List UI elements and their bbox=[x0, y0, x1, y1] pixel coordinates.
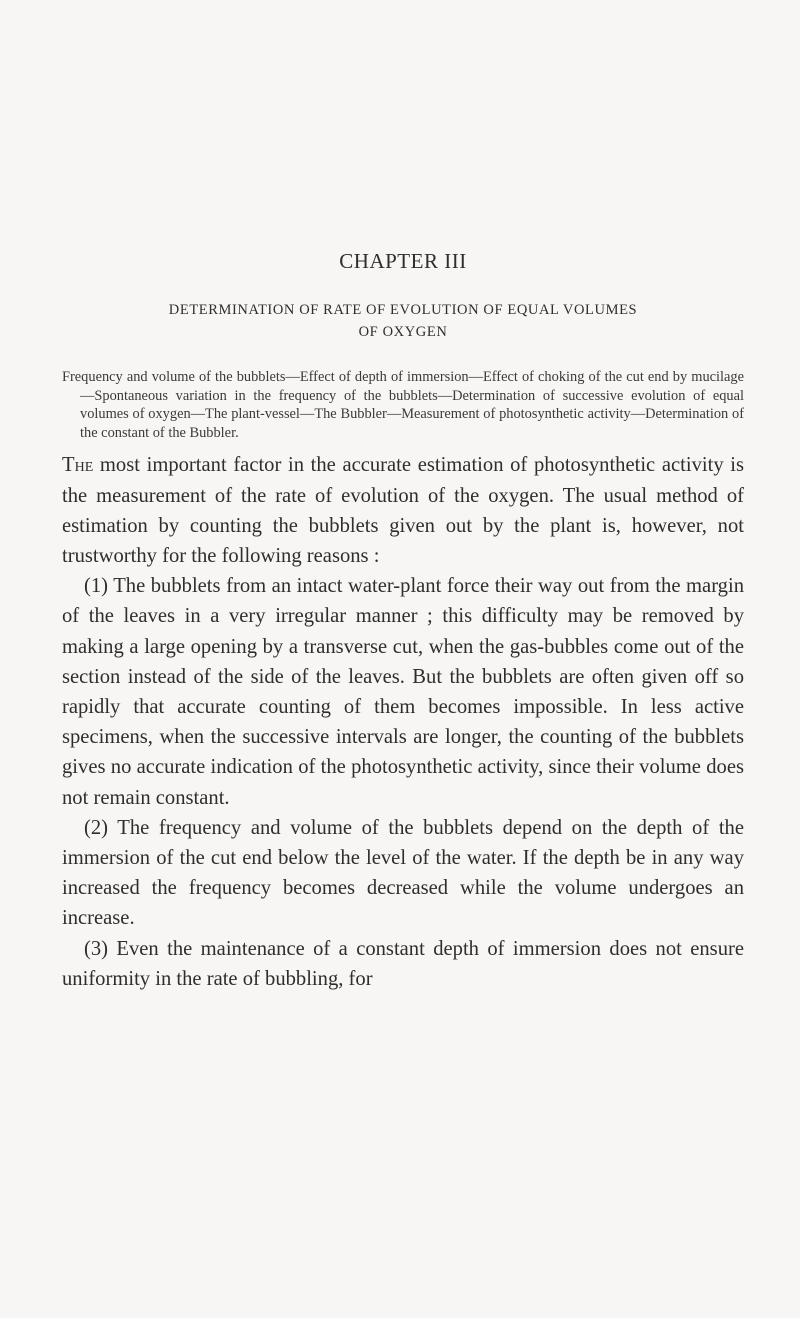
lead-word: The bbox=[62, 454, 94, 477]
reason-paragraph-3: (3) Even the maintenance of a constant depth of immersion does not ensure uniformity in the rate of bubbling, for bbox=[62, 937, 744, 990]
chapter-subtitle-line2: OF OXYGEN bbox=[358, 324, 448, 340]
chapter-title: CHAPTER III bbox=[339, 249, 467, 273]
page-content bbox=[62, 248, 744, 994]
chapter-subtitle-line1: DETERMINATION OF RATE OF EVOLUTION OF EQUAL VOLUMES bbox=[168, 302, 638, 318]
intro-text: most important factor in the accurate estimation of photosynthetic activity is the measurement of the rate of evolution of the oxygen. The usual method of estimation by counting the bubblets given out by the plant is, however, not trustworthy for the following reasons : bbox=[62, 454, 744, 567]
chapter-synopsis: Frequency and volume of the bubblets—Effect of depth of immersion—Effect of choking of the cut end by mucilage—Spontaneous variation in the frequency of the bubblets—Determination of successive evolution of equal volumes of oxygen—The plant-vessel—The Bubbler—Measurement of photosynthetic activity—Determination of the constant of the Bubbler. bbox=[62, 369, 744, 441]
reason-paragraph-1: (1) The bubblets from an intact water-plant force their way out from the margin of the leaves in a very irregular manner ; this difficulty may be removed by making a large opening by a transverse cut, when the gas-bubbles come out of the section instead of the side of the leaves. But the bubblets are often given off so rapidly that accurate counting of them becomes impossible. In less active specimens, when the successive intervals are longer, the counting of the bubblets gives no accurate indication of the photosynthetic activity, since their volume does not remain constant. bbox=[62, 575, 744, 809]
intro-paragraph bbox=[62, 450, 744, 571]
chapter-subtitle bbox=[62, 299, 744, 343]
reason-paragraph-2: (2) The frequency and volume of the bubblets depend on the depth of the immersion of the cut end below the level of the water. If the depth be in any way increased the frequency becomes decreased while the volume undergoes an increase. bbox=[62, 816, 744, 930]
